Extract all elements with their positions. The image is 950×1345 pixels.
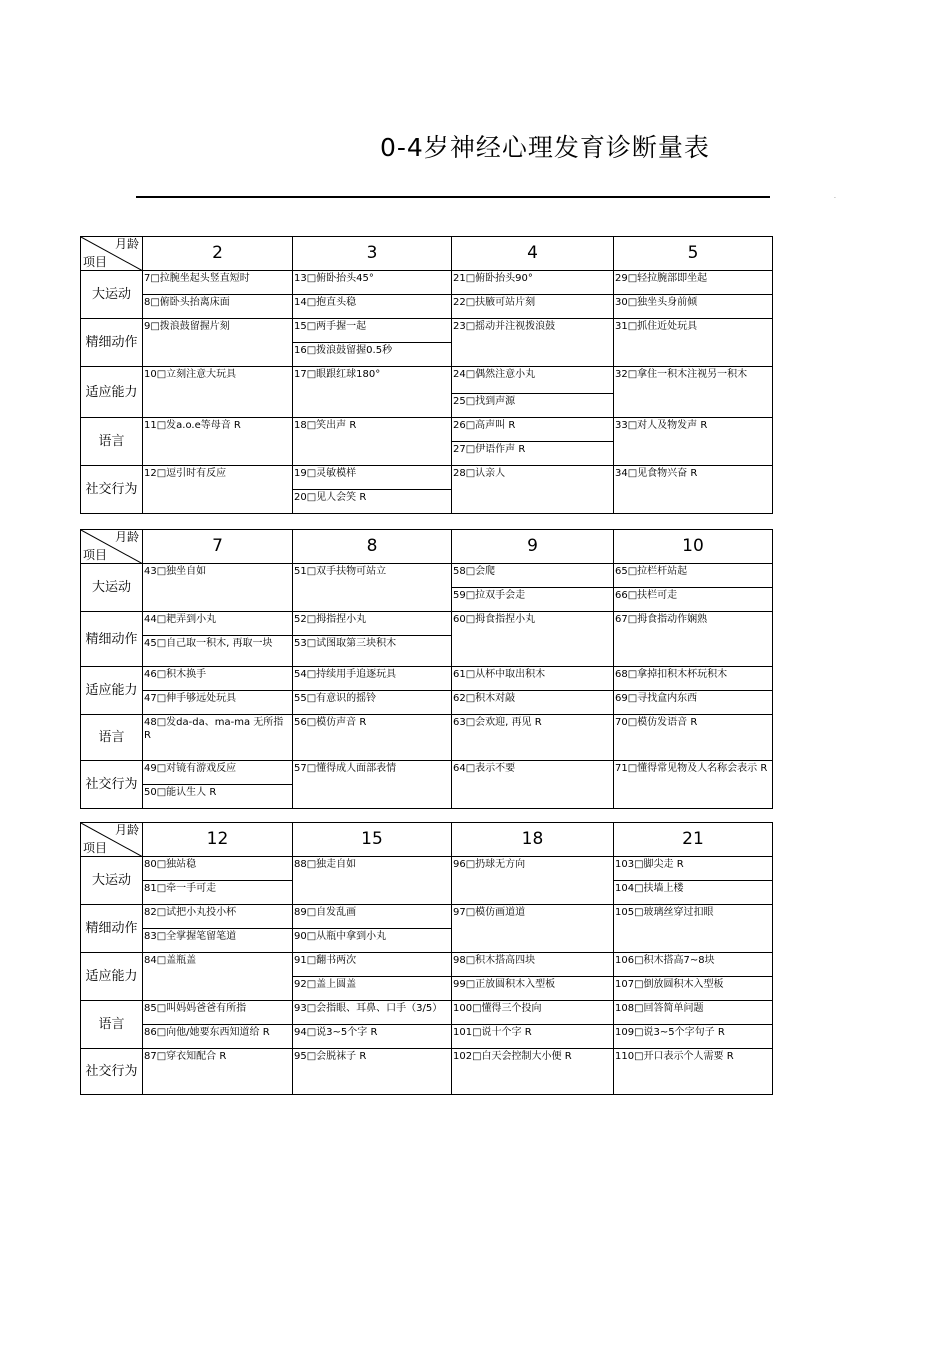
assessment-item: 22□扶腋可站片刻 bbox=[452, 295, 614, 319]
age-header: 15 bbox=[293, 823, 452, 857]
item-label: 项目 bbox=[83, 255, 108, 269]
assessment-item: 64□表示不要 bbox=[452, 761, 614, 809]
assessment-item: 8□俯卧头抬离床面 bbox=[143, 295, 293, 319]
table-row bbox=[81, 857, 773, 881]
assessment-item: 110□开口表示个人需要 R bbox=[614, 1049, 773, 1095]
assessment-table-2 bbox=[80, 529, 773, 809]
assessment-item: 90□从瓶中拿到小丸 bbox=[293, 929, 452, 953]
assessment-item: 15□两手握一起 bbox=[293, 319, 452, 343]
stray-dot: . bbox=[834, 193, 836, 200]
assessment-item: 89□自发乱画 bbox=[293, 905, 452, 929]
assessment-item: 12□逗引时有反应 bbox=[143, 466, 293, 514]
assessment-item: 52□拇指捏小丸 bbox=[293, 612, 452, 636]
assessment-item: 93□会指眼、耳鼻、口手（3/5） bbox=[293, 1001, 452, 1025]
assessment-item: 55□有意识的摇铃 bbox=[293, 691, 452, 715]
assessment-item: 13□俯卧抬头45° bbox=[293, 271, 452, 295]
table-row bbox=[81, 905, 773, 929]
assessment-item: 69□寻找盒内东西 bbox=[614, 691, 773, 715]
table-row bbox=[81, 953, 773, 977]
header-corner-cell bbox=[81, 530, 143, 564]
assessment-item: 56□模仿声音 R bbox=[293, 715, 452, 761]
assessment-item: 44□耙弄到小丸 bbox=[143, 612, 293, 636]
assessment-item: 99□正放圆积木入型板 bbox=[452, 977, 614, 1001]
table-row bbox=[81, 612, 773, 636]
category-label: 精细动作 bbox=[81, 612, 143, 667]
assessment-item: 96□扔球无方向 bbox=[452, 857, 614, 905]
assessment-item: 17□眼跟红球180° bbox=[293, 367, 452, 418]
assessment-item: 61□从杯中取出积木 bbox=[452, 667, 614, 691]
assessment-item: 85□叫妈妈爸爸有所指 bbox=[143, 1001, 293, 1025]
assessment-item: 28□认亲人 bbox=[452, 466, 614, 514]
age-header: 5 bbox=[614, 237, 773, 271]
table-row bbox=[81, 1025, 773, 1049]
category-label: 适应能力 bbox=[81, 367, 143, 418]
assessment-item: 108□回答简单问题 bbox=[614, 1001, 773, 1025]
assessment-item: 91□翻书两次 bbox=[293, 953, 452, 977]
assessment-item: 9□拨浪鼓留握片刻 bbox=[143, 319, 293, 367]
header-corner-cell bbox=[81, 237, 143, 271]
title-underline bbox=[136, 196, 770, 198]
assessment-item: 54□持续用手追逐玩具 bbox=[293, 667, 452, 691]
age-label: 月龄 bbox=[114, 530, 139, 544]
assessment-item: 62□积木对敲 bbox=[452, 691, 614, 715]
age-header: 18 bbox=[452, 823, 614, 857]
category-label: 适应能力 bbox=[81, 667, 143, 715]
assessment-item: 51□双手扶物可站立 bbox=[293, 564, 452, 612]
assessment-item: 58□会爬 bbox=[452, 564, 614, 588]
assessment-item: 43□独坐自如 bbox=[143, 564, 293, 612]
assessment-item: 107□倒放圆积木入型板 bbox=[614, 977, 773, 1001]
assessment-item: 104□扶墙上楼 bbox=[614, 881, 773, 905]
table-row bbox=[81, 564, 773, 588]
category-label: 语言 bbox=[81, 715, 143, 761]
assessment-item: 100□懂得三个投向 bbox=[452, 1001, 614, 1025]
item-label: 项目 bbox=[83, 548, 108, 562]
assessment-item: 87□穿衣知配合 R bbox=[143, 1049, 293, 1095]
assessment-table-3 bbox=[80, 822, 773, 1095]
assessment-item: 102□白天会控制大小便 R bbox=[452, 1049, 614, 1095]
assessment-item: 88□独走自如 bbox=[293, 857, 452, 905]
assessment-item: 45□自己取一积木, 再取一块 bbox=[143, 636, 293, 667]
assessment-item: 81□牵一手可走 bbox=[143, 881, 293, 905]
age-header: 2 bbox=[143, 237, 293, 271]
assessment-item: 18□笑出声 R bbox=[293, 418, 452, 466]
assessment-item: 10□立刻注意大玩具 bbox=[143, 367, 293, 418]
assessment-item: 25□找到声源 bbox=[452, 394, 614, 418]
assessment-item: 53□试图取第三块积木 bbox=[293, 636, 452, 667]
assessment-item: 106□积木搭高7~8块 bbox=[614, 953, 773, 977]
category-label: 语言 bbox=[81, 418, 143, 466]
age-header: 10 bbox=[614, 530, 773, 564]
assessment-item: 21□俯卧抬头90° bbox=[452, 271, 614, 295]
table-row bbox=[81, 1001, 773, 1025]
assessment-item: 94□说3~5个字 R bbox=[293, 1025, 452, 1049]
category-label: 大运动 bbox=[81, 271, 143, 319]
category-label: 社交行为 bbox=[81, 466, 143, 514]
assessment-table-1 bbox=[80, 236, 773, 514]
assessment-item: 109□说3~5个字句子 R bbox=[614, 1025, 773, 1049]
assessment-item: 60□拇食指捏小丸 bbox=[452, 612, 614, 667]
assessment-item: 26□高声叫 R bbox=[452, 418, 614, 442]
assessment-item: 20□见人会笑 R bbox=[293, 490, 452, 514]
assessment-item: 32□拿住一积木注视另一积木 bbox=[614, 367, 773, 418]
assessment-item: 49□对镜有游戏反应 bbox=[143, 761, 293, 785]
age-label: 月龄 bbox=[114, 237, 139, 251]
assessment-item: 11□发a.o.e等母音 R bbox=[143, 418, 293, 466]
table-row bbox=[81, 418, 773, 442]
assessment-item: 83□全掌握笔留笔道 bbox=[143, 929, 293, 953]
assessment-item: 59□拉双手会走 bbox=[452, 588, 614, 612]
assessment-item: 70□模仿发语音 R bbox=[614, 715, 773, 761]
assessment-item: 101□说十个字 R bbox=[452, 1025, 614, 1049]
category-label: 大运动 bbox=[81, 857, 143, 905]
assessment-item: 50□能认生人 R bbox=[143, 785, 293, 809]
category-label: 大运动 bbox=[81, 564, 143, 612]
category-label: 社交行为 bbox=[81, 1049, 143, 1095]
assessment-item: 30□独坐头身前倾 bbox=[614, 295, 773, 319]
table-row bbox=[81, 667, 773, 691]
assessment-item: 29□轻拉腕部即坐起 bbox=[614, 271, 773, 295]
table-row bbox=[81, 295, 773, 319]
age-header: 21 bbox=[614, 823, 773, 857]
header-corner-cell bbox=[81, 823, 143, 857]
assessment-item: 63□会欢迎, 再见 R bbox=[452, 715, 614, 761]
page-title: 0-4岁神经心理发育诊断量表 bbox=[380, 133, 710, 162]
category-label: 适应能力 bbox=[81, 953, 143, 1001]
category-label: 精细动作 bbox=[81, 905, 143, 953]
assessment-item: 84□盖瓶盖 bbox=[143, 953, 293, 1001]
table-row bbox=[81, 691, 773, 715]
assessment-item: 95□会脱袜子 R bbox=[293, 1049, 452, 1095]
assessment-item: 105□玻璃丝穿过扣眼 bbox=[614, 905, 773, 953]
age-header: 3 bbox=[293, 237, 452, 271]
assessment-item: 7□拉腕坐起头竖直短时 bbox=[143, 271, 293, 295]
table-row bbox=[81, 271, 773, 295]
assessment-item: 33□对人及物发声 R bbox=[614, 418, 773, 466]
table-row bbox=[81, 367, 773, 394]
table-row bbox=[81, 466, 773, 490]
assessment-item: 92□盖上圆盖 bbox=[293, 977, 452, 1001]
table-row bbox=[81, 715, 773, 738]
assessment-item: 57□懂得成人面部表情 bbox=[293, 761, 452, 809]
category-label: 精细动作 bbox=[81, 319, 143, 367]
assessment-item: 16□拨浪鼓留握0.5秒 bbox=[293, 343, 452, 367]
age-header: 12 bbox=[143, 823, 293, 857]
assessment-item: 103□脚尖走 R bbox=[614, 857, 773, 881]
age-header: 4 bbox=[452, 237, 614, 271]
assessment-item: 23□摇动并注视拨浪鼓 bbox=[452, 319, 614, 367]
assessment-item: 24□偶然注意小丸 bbox=[452, 367, 614, 394]
assessment-item: 31□抓住近处玩具 bbox=[614, 319, 773, 367]
assessment-item: 47□伸手够远处玩具 bbox=[143, 691, 293, 715]
assessment-item: 86□向他/她要东西知道给 R bbox=[143, 1025, 293, 1049]
assessment-item: 14□抱直头稳 bbox=[293, 295, 452, 319]
age-header: 7 bbox=[143, 530, 293, 564]
age-header: 9 bbox=[452, 530, 614, 564]
assessment-item: 65□拉栏杆站起 bbox=[614, 564, 773, 588]
assessment-item: 46□积木换手 bbox=[143, 667, 293, 691]
age-label: 月龄 bbox=[114, 823, 139, 837]
assessment-item: 82□试把小丸投小杯 bbox=[143, 905, 293, 929]
category-label: 语言 bbox=[81, 1001, 143, 1049]
assessment-item: 71□懂得常见物及人名称会表示 R bbox=[614, 761, 773, 809]
item-label: 项目 bbox=[83, 841, 108, 855]
assessment-item: 34□见食物兴奋 R bbox=[614, 466, 773, 514]
assessment-item: 80□独站稳 bbox=[143, 857, 293, 881]
assessment-item: 19□灵敏模样 bbox=[293, 466, 452, 490]
category-label: 社交行为 bbox=[81, 761, 143, 809]
assessment-item: 68□拿掉扣积木杯玩积木 bbox=[614, 667, 773, 691]
age-header: 8 bbox=[293, 530, 452, 564]
assessment-item: 98□积木搭高四块 bbox=[452, 953, 614, 977]
assessment-item: 66□扶栏可走 bbox=[614, 588, 773, 612]
assessment-item: 97□模仿画道道 bbox=[452, 905, 614, 953]
assessment-item: 67□拇食指动作娴熟 bbox=[614, 612, 773, 667]
assessment-item: 48□发da-da、ma-ma 无所指 R bbox=[143, 715, 293, 761]
table-row bbox=[81, 761, 773, 785]
table-row bbox=[81, 319, 773, 343]
table-row bbox=[81, 1049, 773, 1072]
assessment-item: 27□伊语作声 R bbox=[452, 442, 614, 466]
